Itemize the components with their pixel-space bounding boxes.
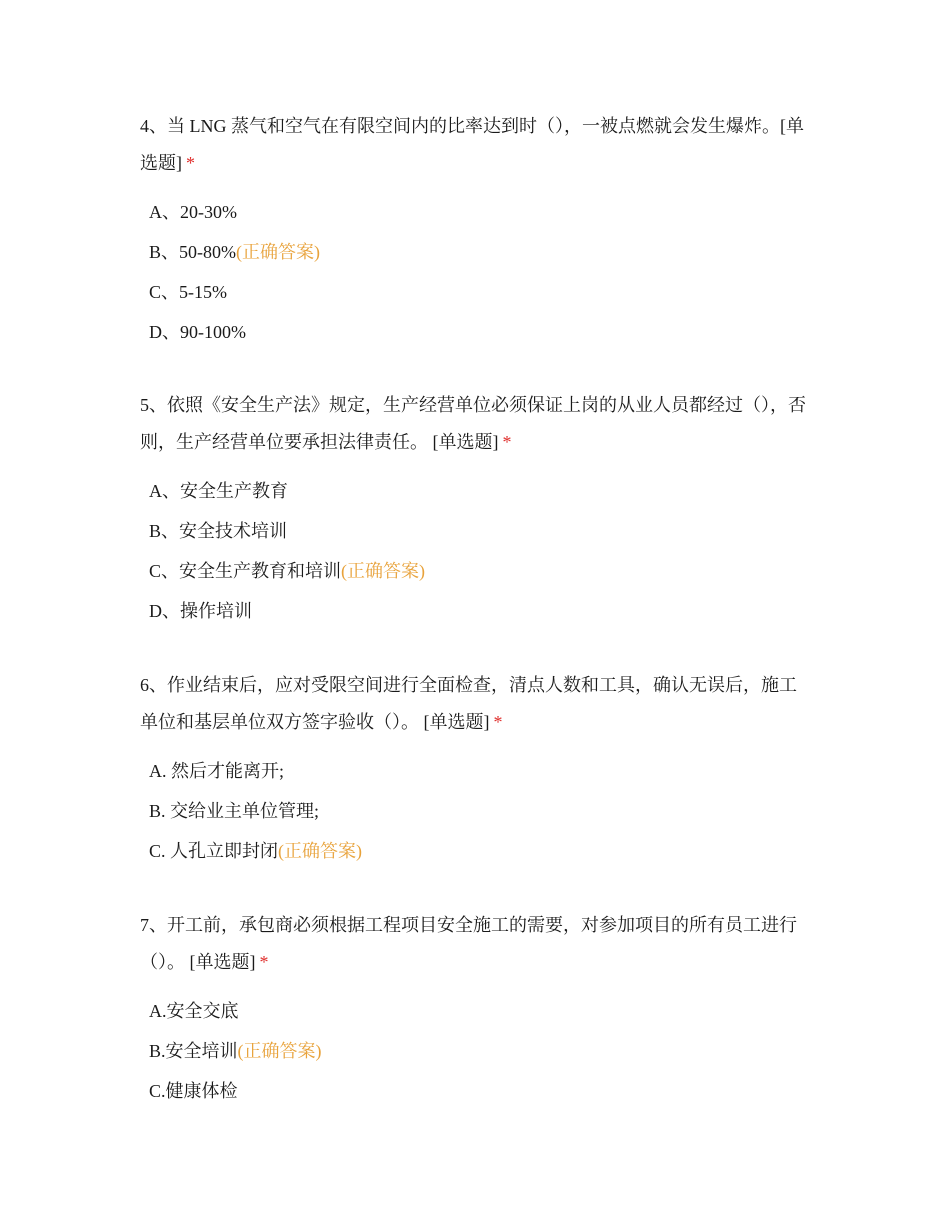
option-6-b[interactable] xyxy=(149,791,810,831)
option-label: B. 交给业主单位管理; xyxy=(149,801,320,821)
option-label: D、操作培训 xyxy=(149,601,252,621)
required-mark: * xyxy=(186,153,195,173)
option-5-b[interactable] xyxy=(149,511,810,551)
question-6-text-block xyxy=(140,667,810,741)
option-5-d[interactable] xyxy=(149,591,810,631)
question-6 xyxy=(140,667,810,871)
question-4 xyxy=(140,108,810,352)
correct-answer-tag: (正确答案) xyxy=(237,1041,322,1061)
option-label: A.安全交底 xyxy=(149,1001,239,1021)
question-4-text: 4、当 LNG 蒸气和空气在有限空间内的比率达到时（），一被点燃就会发生爆炸。 xyxy=(140,116,780,136)
question-5-options xyxy=(140,471,810,631)
question-7-text: 7、开工前，承包商必须根据工程项目安全施工的需要，对参加项目的所有员工进行（）。 xyxy=(140,915,797,972)
option-label: C. 人孔立即封闭 xyxy=(149,841,279,861)
question-4-options xyxy=(140,192,810,352)
question-7-options xyxy=(140,991,810,1111)
option-6-c[interactable] xyxy=(149,831,810,871)
question-6-text: 6、作业结束后，应对受限空间进行全面检查，清点人数和工具，确认无误后，施工单位和基层单位双方签字验收（）。 xyxy=(140,675,797,732)
option-4-c[interactable] xyxy=(149,272,810,312)
question-4-type: [单选题] xyxy=(140,116,804,173)
question-6-options xyxy=(140,751,810,871)
option-label: B、50-80% xyxy=(149,242,236,262)
question-5 xyxy=(140,387,810,631)
option-label: C、安全生产教育和培训 xyxy=(149,561,342,581)
option-label: A、20-30% xyxy=(149,202,237,222)
question-7 xyxy=(140,907,810,1111)
required-mark: * xyxy=(259,952,269,972)
correct-answer-tag: (正确答案) xyxy=(236,242,320,262)
question-7-type: [单选题] xyxy=(189,952,256,972)
option-label: A. 然后才能离开; xyxy=(149,761,284,781)
option-5-a[interactable] xyxy=(149,471,810,511)
option-7-c[interactable] xyxy=(149,1071,810,1111)
question-5-text-block xyxy=(140,387,810,461)
option-label: B.安全培训 xyxy=(149,1041,238,1061)
question-4-text-block xyxy=(140,108,810,182)
required-mark: * xyxy=(502,432,512,452)
question-7-text-block xyxy=(140,907,810,981)
option-label: D、90-100% xyxy=(149,322,246,342)
option-4-b[interactable] xyxy=(149,232,810,272)
question-6-type: [单选题] xyxy=(423,712,490,732)
option-7-a[interactable] xyxy=(149,991,810,1031)
correct-answer-tag: (正确答案) xyxy=(278,841,363,861)
option-4-a[interactable] xyxy=(149,192,810,232)
option-label: A、安全生产教育 xyxy=(149,481,288,501)
question-5-text: 5、依照《安全生产法》规定，生产经营单位必须保证上岗的从业人员都经过（），否则，生产经营单位要承担法律责任。 xyxy=(140,395,806,452)
required-mark: * xyxy=(493,712,503,732)
question-5-type: [单选题] xyxy=(432,432,499,452)
option-5-c[interactable] xyxy=(149,551,810,591)
option-6-a[interactable] xyxy=(149,751,810,791)
option-label: C、5-15% xyxy=(149,282,227,302)
option-7-b[interactable] xyxy=(149,1031,810,1071)
correct-answer-tag: (正确答案) xyxy=(341,561,426,581)
option-label: B、安全技术培训 xyxy=(149,521,288,541)
option-4-d[interactable] xyxy=(149,312,810,352)
option-label: C.健康体检 xyxy=(149,1081,238,1101)
